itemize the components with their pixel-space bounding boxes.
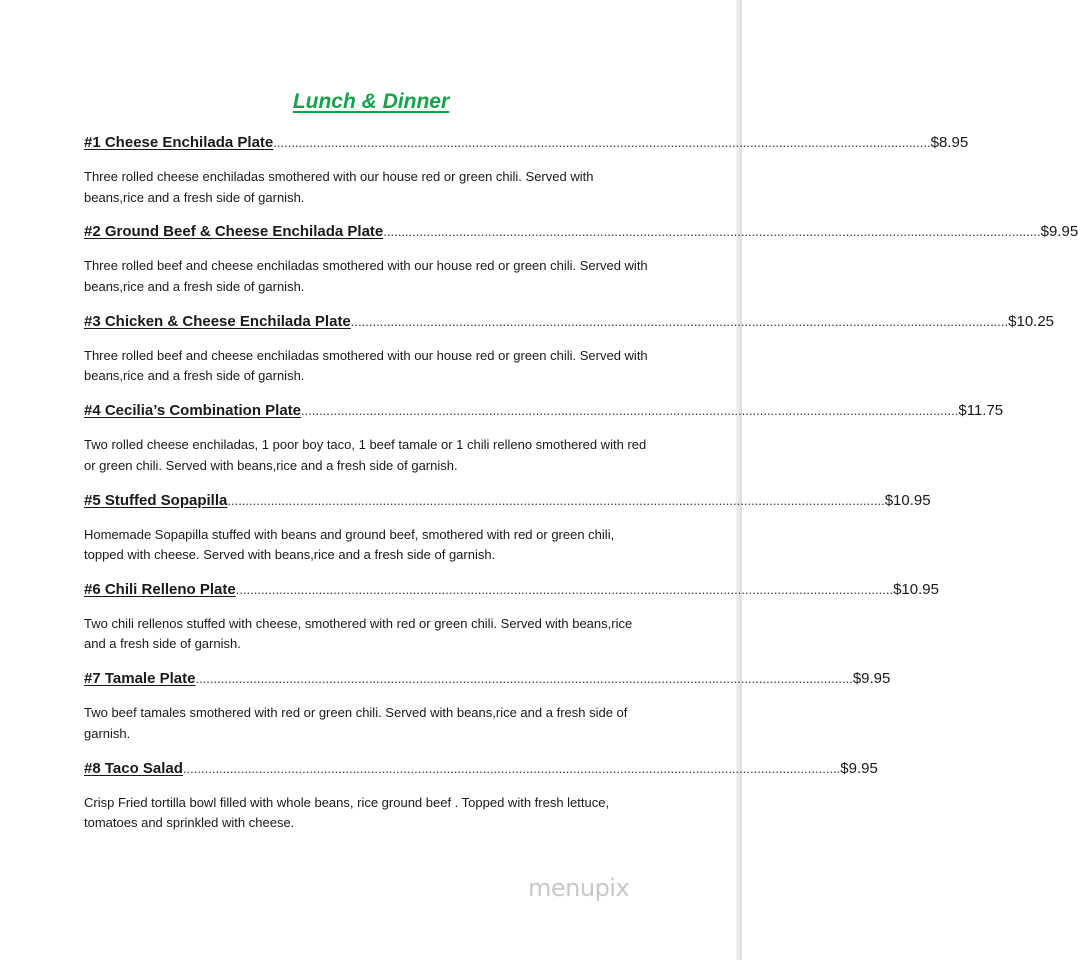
menu-item xyxy=(84,310,1055,399)
dot-leader: ...................................................................................................................................................................................... xyxy=(195,671,853,687)
item-name: #4 Cecilia’s Combination Plate xyxy=(84,402,302,420)
item-heading xyxy=(84,578,939,602)
item-name: #5 Stuffed Sopapilla xyxy=(84,491,228,509)
dot-leader: ...................................................................................................................................................................................... xyxy=(235,581,894,597)
item-name: #1 Cheese Enchilada Plate xyxy=(84,134,274,151)
item-price: $11.75 xyxy=(958,402,1004,420)
item-price: $10.95 xyxy=(893,580,939,598)
item-description: Two beef tamales smothered with red or green chili. Served with beans,rice and a fresh side of garnish. xyxy=(84,705,628,741)
item-name: #8 Taco Salad xyxy=(84,759,183,777)
dot-leader: ...................................................................................................................................................................................... xyxy=(350,313,1009,329)
item-description: Two rolled cheese enchiladas, 1 poor boy taco, 1 beef tamale or 1 chili relleno smothered with red or green chili. Served with beans,rice and a fresh side of garnish. xyxy=(84,437,647,473)
menu-item xyxy=(84,131,969,220)
item-price: $9.95 xyxy=(852,670,891,688)
item-price: $10.25 xyxy=(1008,312,1055,330)
item-heading xyxy=(84,489,931,513)
menupix-watermark: menupix xyxy=(528,874,630,902)
item-description: Three rolled cheese enchiladas smothered with our house red or green chili. Served with beans,rice and a fresh side of garnish. xyxy=(84,169,594,205)
item-description: Crisp Fried tortilla bowl filled with whole beans, rice ground beef . Topped with fresh lettuce, tomatoes and sprinkled with cheese. xyxy=(84,794,610,831)
item-heading xyxy=(84,399,1004,423)
menu-list xyxy=(84,131,1078,846)
menu-item xyxy=(84,489,931,578)
menu-title: Lunch & Dinner xyxy=(292,90,450,113)
menu-item xyxy=(84,220,1078,309)
item-description: Three rolled beef and cheese enchiladas smothered with our house red or green chili. Served with beans,rice and a fresh side of garnish. xyxy=(84,258,648,294)
item-price: $9.95 xyxy=(1040,223,1078,241)
item-heading xyxy=(84,667,891,691)
dot-leader: ...................................................................................................................................................................................... xyxy=(182,760,841,776)
menu-item xyxy=(84,399,1004,488)
item-heading xyxy=(84,310,1055,334)
item-price: $9.95 xyxy=(840,759,878,777)
dot-leader: ...................................................................................................................................................................................... xyxy=(273,135,931,150)
item-price: $8.95 xyxy=(930,134,969,151)
item-name: #7 Tamale Plate xyxy=(84,670,196,688)
item-heading xyxy=(84,757,878,781)
item-description: Three rolled beef and cheese enchiladas smothered with our house red or green chili. Served with beans,rice and a fresh side of garnish. xyxy=(84,347,648,384)
item-name: #3 Chicken & Cheese Enchilada Plate xyxy=(84,312,351,330)
dot-leader: ...................................................................................................................................................................................... xyxy=(383,224,1041,240)
dot-leader: ...................................................................................................................................................................................... xyxy=(227,492,885,508)
dot-leader: ...................................................................................................................................................................................... xyxy=(301,403,959,419)
item-name: #2 Ground Beef & Cheese Enchilada Plate xyxy=(84,223,384,241)
item-price: $10.95 xyxy=(884,491,931,509)
menu-item xyxy=(84,578,939,667)
item-description: Homemade Sopapilla stuffed with beans and ground beef, smothered with red or green chili, topped with cheese. Served with beans,rice and a fresh side of garnish. xyxy=(84,526,615,563)
item-description: Two chili rellenos stuffed with cheese, smothered with red or green chili. Served with beans,rice and a fresh side of garnish. xyxy=(84,615,633,652)
menu-item xyxy=(84,667,891,756)
item-heading xyxy=(84,131,969,155)
item-heading xyxy=(84,220,1078,244)
menu-item xyxy=(84,757,878,846)
item-name: #6 Chili Relleno Plate xyxy=(84,580,236,598)
